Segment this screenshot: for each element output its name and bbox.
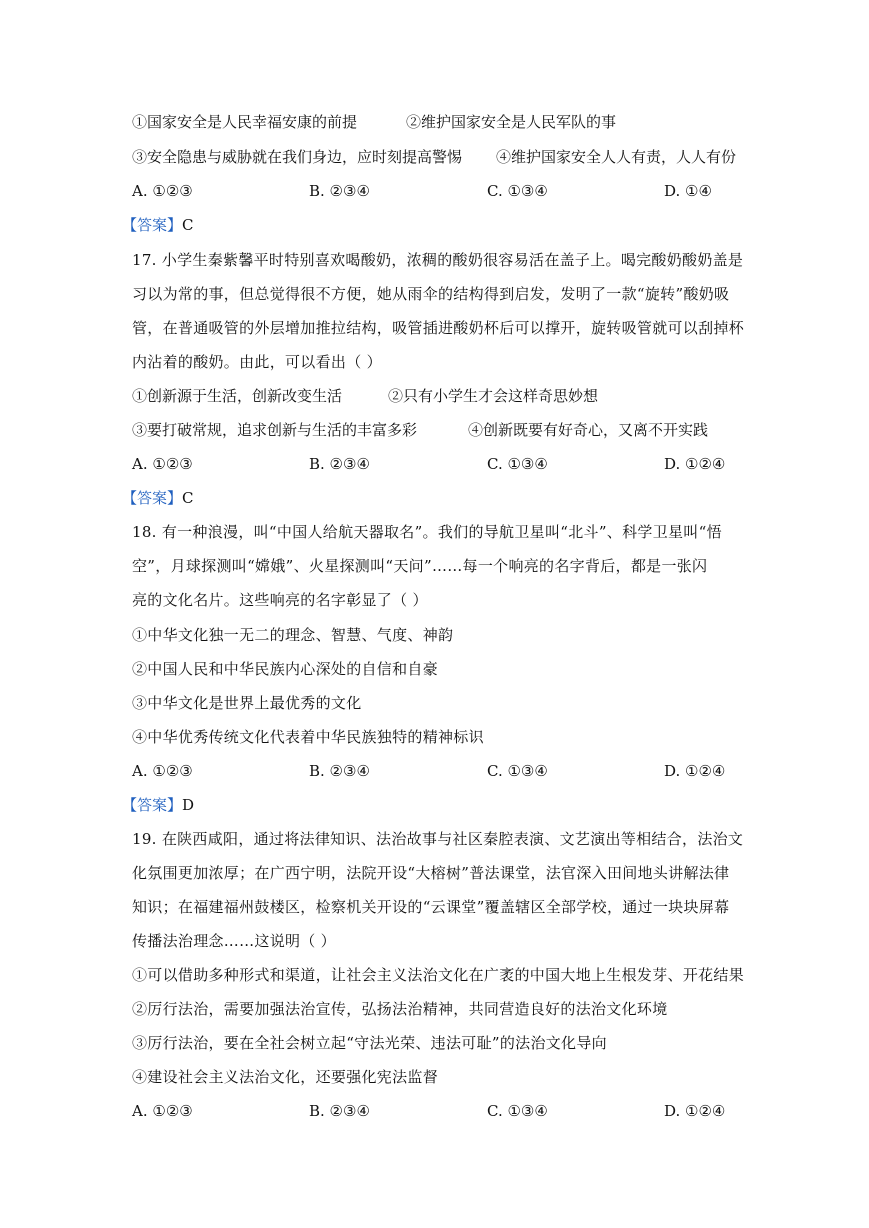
answer-tag: 【答案】 (122, 489, 183, 507)
q19-stem-line-1: 19. 在陕西咸阳，通过将法律知识、法治故事与社区秦腔表演、文艺演出等相结合，法治文 (132, 830, 744, 848)
answer-value: C (182, 216, 194, 234)
q17-statements-row1 (132, 386, 742, 406)
q18-stem-line-1: 18. 有一种浪漫，叫“中国人给航天器取名”。我们的导航卫星叫“北斗”、科学卫星叫“悟 (132, 523, 722, 541)
q17-statement-2: ②只有小学生才会这样奇思妙想 (388, 387, 599, 405)
q16-option-d: D. ①④ (664, 182, 712, 200)
q19-statement-1: ①可以借助多种形式和渠道，让社会主义法治文化在广袤的中国大地上生根发芽、开花结果 (132, 966, 745, 984)
q19-option-b: B. ②③④ (309, 1102, 370, 1120)
q17-statements-row2 (132, 420, 742, 440)
q18-stem-line-3: 亮的文化名片。这些响亮的名字彰显了（ ） (132, 591, 428, 609)
answer-tag: 【答案】 (122, 216, 183, 234)
q17-option-b: B. ②③④ (309, 455, 370, 473)
q19-options (132, 1101, 742, 1121)
q17-stem-line-2: 习以为常的事，但总觉得很不方便，她从雨伞的结构得到启发，发明了一款“旋转”酸奶吸 (132, 285, 730, 303)
q16-statement-4: ④维护国家安全人人有责，人人有份 (496, 148, 737, 166)
q19-option-a: A. ①②③ (132, 1102, 193, 1120)
q19-option-c: C. ①③④ (487, 1102, 548, 1120)
q17-option-a: A. ①②③ (132, 455, 193, 473)
q16-statement-1: ①国家安全是人民幸福安康的前提 (132, 113, 358, 131)
answer-value: D (182, 796, 195, 814)
q19-statement-2: ②厉行法治，需要加强法治宣传，弘扬法治精神，共同营造良好的法治文化环境 (132, 1000, 668, 1018)
q17-answer (122, 488, 194, 508)
q18-answer (122, 795, 194, 815)
q17-stem-line-1: 17. 小学生秦紫馨平时特别喜欢喝酸奶，浓稠的酸奶很容易活在盖子上。喝完酸奶酸奶盖是 (132, 251, 744, 269)
q16-statements-row2 (132, 147, 742, 167)
q17-statement-3: ③要打破常规，追求创新与生活的丰富多彩 (132, 421, 418, 439)
q17-option-c: C. ①③④ (487, 455, 548, 473)
q16-option-b: B. ②③④ (309, 182, 370, 200)
q17-statement-1: ①创新源于生活，创新改变生活 (132, 387, 343, 405)
q18-option-c: C. ①③④ (487, 762, 548, 780)
q16-statement-2: ②维护国家安全是人民军队的事 (406, 113, 617, 131)
q16-options (132, 181, 742, 201)
answer-value: C (182, 489, 194, 507)
q17-option-d: D. ①②④ (664, 455, 726, 473)
q19-stem-line-4: 传播法治理念……这说明（ ） (132, 932, 336, 950)
q19-statement-3: ③厉行法治，要在全社会树立起“守法光荣、违法可耻”的法治文化导向 (132, 1034, 607, 1052)
q17-stem-line-4: 内沾着的酸奶。由此，可以看出（ ） (132, 353, 382, 371)
q18-option-a: A. ①②③ (132, 762, 193, 780)
q18-options (132, 761, 742, 781)
q18-option-b: B. ②③④ (309, 762, 370, 780)
q16-answer (122, 215, 194, 235)
q17-statement-4: ④创新既要有好奇心，又离不开实践 (468, 421, 709, 439)
q18-stem-line-2: 空”，月球探测叫“嫦娥”、火星探测叫“天问”……每一个响亮的名字背后，都是一张闪 (132, 557, 708, 575)
q18-statement-1: ①中华文化独一无二的理念、智慧、气度、神韵 (132, 626, 454, 644)
q16-statement-3: ③安全隐患与威胁就在我们身边，应时刻提高警惕 (132, 148, 463, 166)
q18-statement-2: ②中国人民和中华民族内心深处的自信和自豪 (132, 660, 439, 678)
q16-option-a: A. ①②③ (132, 182, 193, 200)
q18-statement-3: ③中华文化是世界上最优秀的文化 (132, 694, 362, 712)
q16-option-c: C. ①③④ (487, 182, 548, 200)
q17-options (132, 454, 742, 474)
q18-statement-4: ④中华优秀传统文化代表着中华民族独特的精神标识 (132, 728, 484, 746)
q16-statements-row1 (132, 112, 742, 132)
q17-stem-line-3: 管，在普通吸管的外层增加推拉结构，吸管插进酸奶杯后可以撑开，旋转吸管就可以刮掉杯 (132, 319, 745, 337)
q19-stem-line-3: 知识；在福建福州鼓楼区，检察机关开设的“云课堂”覆盖辖区全部学校，通过一块块屏幕 (132, 898, 730, 916)
q18-option-d: D. ①②④ (664, 762, 726, 780)
q19-statement-4: ④建设社会主义法治文化，还要强化宪法监督 (132, 1068, 439, 1086)
q19-option-d: D. ①②④ (664, 1102, 726, 1120)
answer-tag: 【答案】 (122, 796, 183, 814)
q19-stem-line-2: 化氛围更加浓厚；在广西宁明，法院开设“大榕树”普法课堂，法官深入田间地头讲解法律 (132, 864, 730, 882)
